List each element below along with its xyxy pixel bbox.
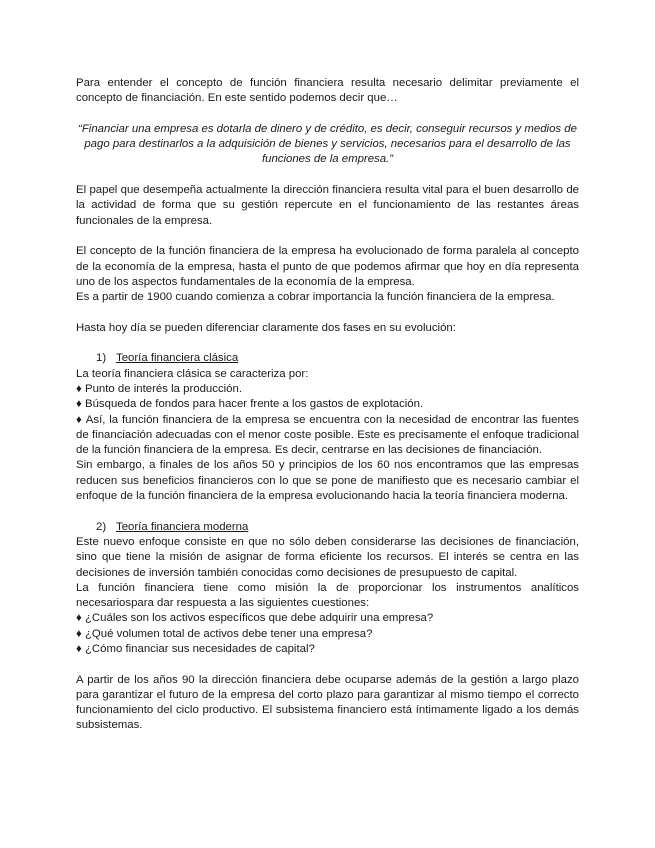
modern-approach-paragraph: Este nuevo enfoque consiste en que no sólo deben considerarse las decisiones de financiación, sino que tiene la misión de asignar de forma eficiente los recursos. El interés se centra en las decisiones de inversión también conocidas como decisiones de presupuesto de capital.: [76, 535, 579, 579]
final-paragraph: A partir de los años 90 la dirección financiera debe ocuparse además de la gestión a largo plazo para garantizar el futuro de la empresa del corto plazo para garantizar al mismo tiempo el correcto funcionamiento del ciclo productivo. El subsistema financiero está íntimamente ligado a los demás subsistemas.: [76, 673, 579, 732]
section-title: Teoría financiera moderna: [116, 520, 249, 533]
classic-bullet-funds: ♦ Búsqueda de fondos para hacer frente a los gastos de explotación.: [76, 398, 424, 411]
section-number: 2): [96, 520, 107, 533]
modern-question-assets: ♦ ¿Cuáles son los activos específicos que debe adquirir una empresa?: [76, 612, 434, 625]
section-number: 1): [96, 352, 107, 365]
concept-evolution-paragraph: El concepto de la función financiera de la empresa ha evolucionado de forma paralela al concepto de la economía de la empresa, hasta el punto de que podemos afirmar que hoy en día representa uno de los aspectos fundamentales de la economía de la empresa.: [76, 245, 579, 288]
modern-question-financing: ♦ ¿Cómo financiar sus necesidades de capital?: [76, 642, 315, 655]
classic-intro-line: La teoría financiera clásica se caracteriza por:: [76, 367, 309, 380]
classic-bullet-production: ♦ Punto de interés la producción.: [76, 382, 243, 395]
since-1900-paragraph: Es a partir de 1900 cuando comienza a cobrar importancia la función financiera de la empresa.: [76, 291, 555, 304]
intro-paragraph: Para entender el concepto de función financiera resulta necesario delimitar previamente el concepto de financiación. En este sentido podemos decir que…: [76, 77, 579, 105]
financing-definition-quote: “Financiar una empresa es dotarla de dinero y de crédito, es decir, conseguir recursos y medios de pago para destinarlos a la adquisición de bienes y servicios, necesarios para el desarrollo de las funciones de la empresa.”: [78, 122, 577, 166]
document-page: [76, 76, 579, 734]
classic-bullet-financing-sources: ♦ Así, la función financiera de la empresa se encuentra con la necesidad de encontrar las fuentes de financiación adecuadas con el menor coste posible. Este es precisamente el enfoque tradicional de la función financiera de la empresa. Es decir, centrarse en las decisiones de financiación.: [76, 413, 579, 457]
section-title: Teoría financiera clásica: [116, 352, 239, 365]
modern-question-volume: ♦ ¿Qué volumen total de activos debe tener una empresa?: [76, 627, 373, 640]
modern-mission-paragraph: La función financiera tiene como misión la de proporcionar los instrumentos analíticos necesariospara dar respuesta a las siguientes cuestiones:: [76, 581, 579, 610]
phases-paragraph: Hasta hoy día se pueden diferenciar claramente dos fases en su evolución:: [76, 321, 456, 334]
classic-transition-paragraph: Sin embargo, a finales de los años 50 y principios de los 60 nos encontramos que las empresas reducen sus beneficios financieros con lo que se pone de manifiesto que es necesario cambiar el enfoque de la función financiera de la empresa evolucionando hacia la teoría financiera moderna.: [76, 459, 579, 503]
section-heading-classic-theory: [76, 351, 579, 366]
role-paragraph: El papel que desempeña actualmente la dirección financiera resulta vital para el buen desarrollo de la actividad de forma que su gestión repercute en el funcionamiento de las restantes áreas funcionales de la empresa.: [76, 184, 579, 227]
section-heading-modern-theory: [76, 520, 579, 535]
